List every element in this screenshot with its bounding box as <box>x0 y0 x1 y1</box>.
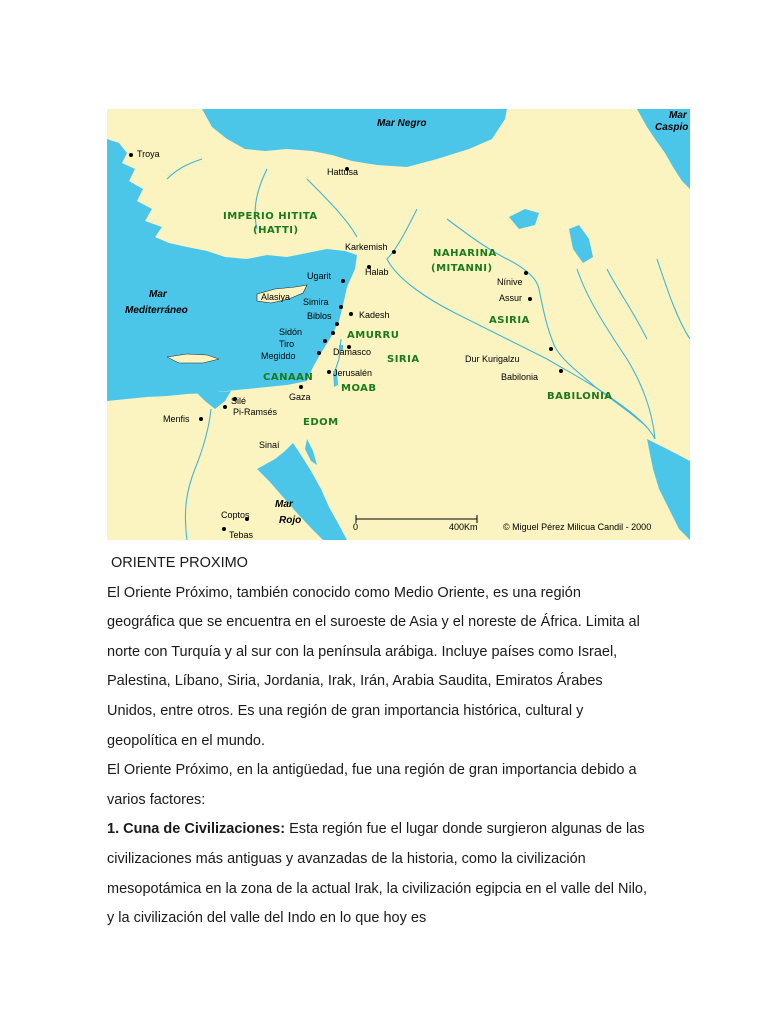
label-moab: MOAB <box>341 383 377 394</box>
dot-karkemish <box>392 250 396 254</box>
label-red-sea-1: Mar <box>275 499 293 510</box>
article-text <box>107 549 647 934</box>
label-mitanni: (MITANNI) <box>431 263 493 274</box>
label-troya: Troya <box>137 149 160 159</box>
label-edom: EDOM <box>303 417 339 428</box>
map-graphic <box>107 109 690 540</box>
list-item-cradle <box>107 815 647 933</box>
dot-jerusalen <box>327 370 331 374</box>
label-pi-ramses: Pi-Ramsés <box>233 407 278 417</box>
section-heading: ORIENTE PROXIMO <box>111 555 248 571</box>
label-tiro: Tiro <box>279 339 295 349</box>
dot-babilonia <box>559 369 563 373</box>
dot-menfis <box>199 417 203 421</box>
label-ninive: Nínive <box>497 277 523 287</box>
dot-dur-kurigalzu <box>549 347 553 351</box>
ancient-near-east-map <box>107 109 690 540</box>
label-asiria: ASIRIA <box>489 315 530 326</box>
label-hattusa: Hattusa <box>327 167 359 177</box>
label-black-sea: Mar Negro <box>377 118 427 129</box>
label-assur: Assur <box>499 293 523 303</box>
dot-pi-ramses <box>223 405 227 409</box>
label-red-sea-2: Rojo <box>279 515 302 526</box>
label-karkemish: Karkemish <box>345 242 388 252</box>
scale-zero-label: 0 <box>353 522 359 532</box>
label-naharina: NAHARINA <box>433 248 497 259</box>
dot-ugarit <box>341 279 345 283</box>
label-amurru: AMURRU <box>347 330 400 341</box>
list-item-cradle-title: 1. Cuna de Civilizaciones: <box>107 821 286 838</box>
label-caspian-1: Mar <box>669 110 687 121</box>
label-halab: Halab <box>365 267 389 277</box>
label-caspian-2: Caspio <box>655 122 689 133</box>
label-gaza: Gaza <box>289 392 311 402</box>
label-sinai: Sinaí <box>259 440 280 450</box>
label-kadesh: Kadesh <box>359 310 390 320</box>
label-mediterranean-2: Mediterráneo <box>125 305 188 316</box>
label-ugarit: Ugarit <box>307 271 332 281</box>
scale-end-label: 400Km <box>449 522 478 532</box>
label-babilonia-region: BABILONIA <box>547 391 613 402</box>
label-alasiya: Alasiya <box>261 292 291 302</box>
label-biblos: Biblos <box>307 311 332 321</box>
label-imperio-hitita: IMPERIO HITITA <box>223 211 318 222</box>
label-sile: Silé <box>231 396 247 406</box>
label-canaan: CANAAN <box>263 372 314 383</box>
label-coptos: Coptos <box>221 510 250 520</box>
map-credit: © Miguel Pérez Milicua Candil - 2000 <box>503 522 652 532</box>
dot-tebas <box>222 527 226 531</box>
dot-biblos <box>335 322 339 326</box>
dot-simira <box>339 305 343 309</box>
dot-gaza <box>299 385 303 389</box>
dot-ninive <box>524 271 528 275</box>
list-item-cradle-body: Esta región fue el lugar donde surgieron algunas de las civilizaciones más antiguas y avanzadas de la historia, como la civilización mesopotámica en la zona de la actual Irak, la civilización egipcia en el valle del Nilo, y la civilización del valle del Indo en lo que hoy es <box>107 821 648 927</box>
label-dur-kurigalzu: Dur Kurigalzu <box>465 354 520 364</box>
label-simira: Simira <box>303 297 329 307</box>
label-sidon: Sidón <box>279 327 303 337</box>
label-hatti: (HATTI) <box>253 225 299 236</box>
label-megiddo: Megiddo <box>261 351 296 361</box>
label-jerusalen: Jerusalén <box>333 368 373 378</box>
label-damasco: Damasco <box>333 347 372 357</box>
paragraph-antiquity: El Oriente Próximo, en la antigüedad, fue una región de gran importancia debido a varios factores: <box>107 762 637 808</box>
label-siria: SIRIA <box>387 354 420 365</box>
dot-assur <box>528 297 532 301</box>
dot-tiro <box>323 339 327 343</box>
dot-kadesh <box>349 312 353 316</box>
label-mediterranean-1: Mar <box>149 289 167 300</box>
label-menfis: Menfis <box>163 414 190 424</box>
label-tebas: Tebas <box>229 530 254 540</box>
label-babilonia: Babilonia <box>501 372 539 382</box>
dot-troya <box>129 153 133 157</box>
paragraph-intro: El Oriente Próximo, también conocido como Medio Oriente, es una región geográfica que se encuentra en el suroeste de Asia y el noreste de África. Limita al norte con Turquía y al sur con la península arábiga. Incluye países como Israel, Palestina, Líbano, Siria, Jordania, Irak, Irán, Arabia Saudita, Emiratos Árabes Unidos, entre otros. Es una región de gran importancia histórica, cultural y geopolítica en el mundo. <box>107 584 640 749</box>
dot-sidon <box>331 331 335 335</box>
dot-megiddo <box>317 351 321 355</box>
